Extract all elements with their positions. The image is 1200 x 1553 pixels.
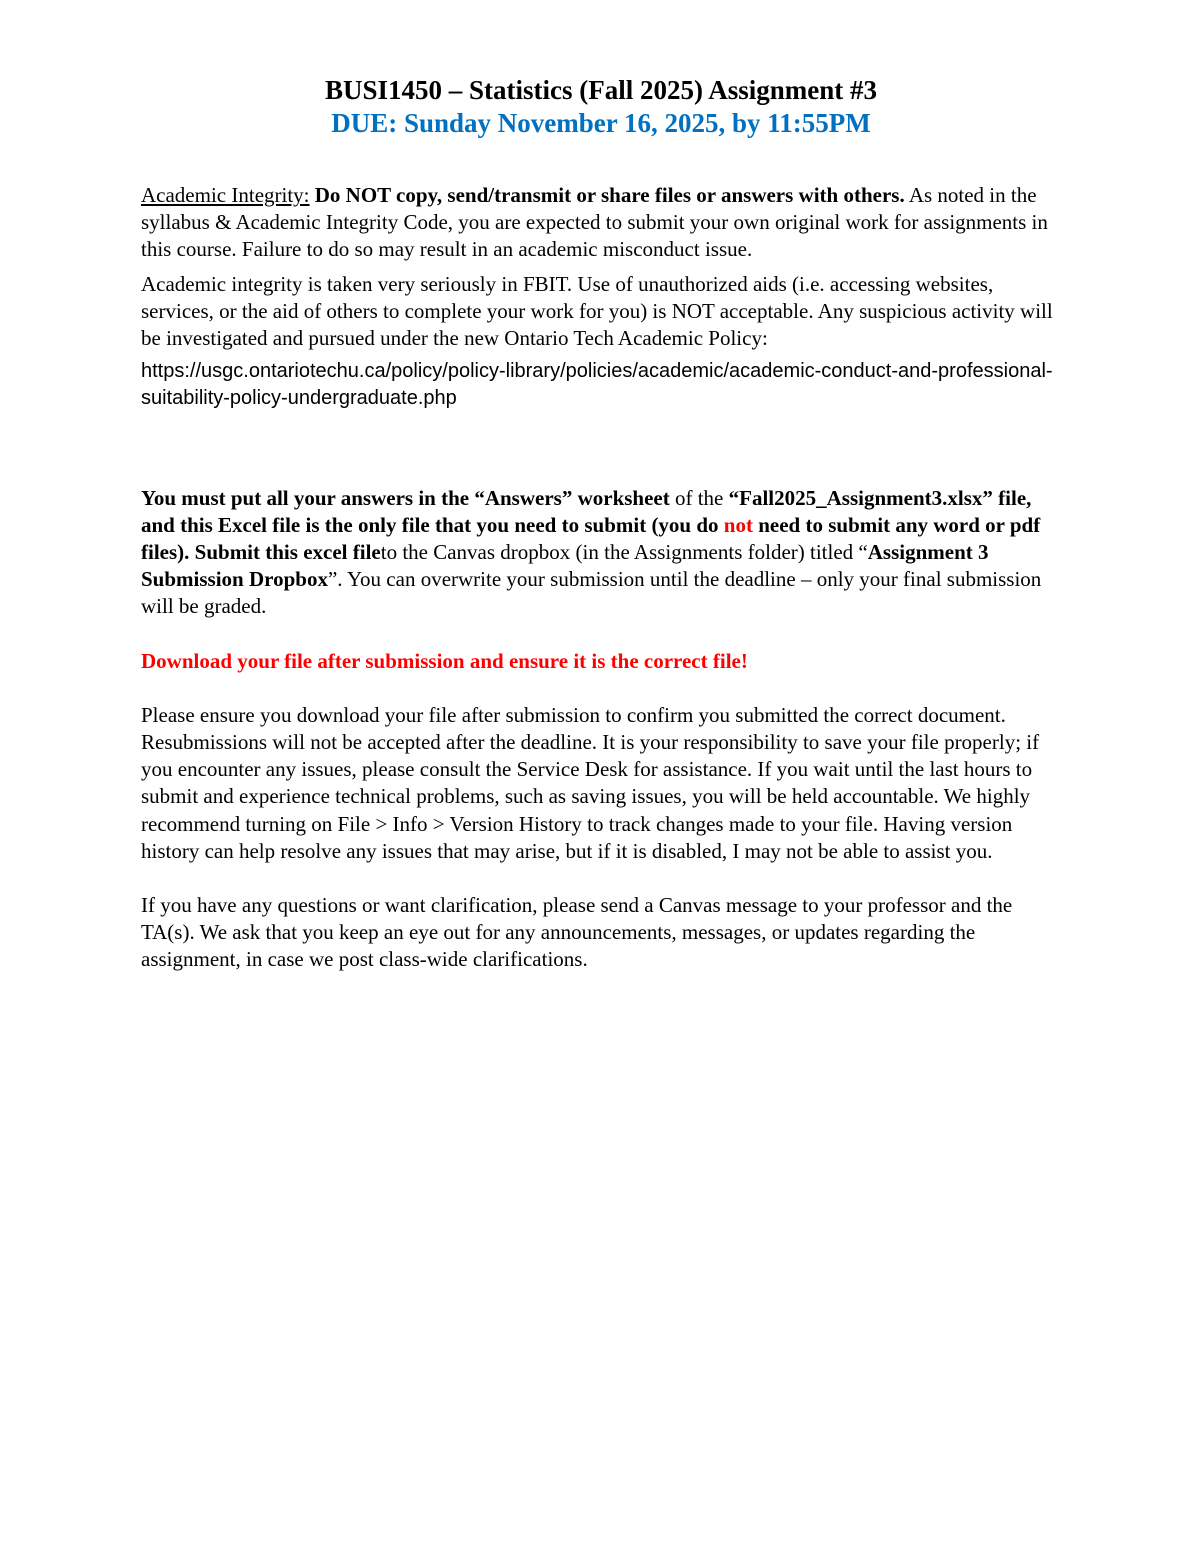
- questions-paragraph: If you have any questions or want clarification, please send a Canvas message to your professor and the TA(s). We ask that you keep an eye out for any announcements, messages, or updates regarding the assignment, in case we post class-wide clarifications.: [141, 893, 1013, 972]
- submission-overwrite-text: ”. You can overwrite your submission until the deadline – only your final submission will be graded.: [141, 567, 1042, 619]
- academic-integrity-label: Academic Integrity:: [141, 183, 310, 207]
- download-ensure-paragraph: Please ensure you download your file after submission to confirm you submitted the correct document. Resubmissions will not be accepted after the deadline. It is your responsibility to save your file properly; if you encounter any issues, please consult the Service Desk for assistance. If you wait until the last hours to submit and experience technical problems, such as saving issues, you will be held accountable. We highly recommend turning on File > Info > Version History to track changes made to your file. Having version history can help resolve any issues that may arise, but if it is disabled, I may not be able to assist you.: [141, 702, 1040, 863]
- submission-dropbox-name: Assignment 3 Submission Dropbox: [141, 540, 989, 592]
- due-date: DUE: Sunday November 16, 2025, by 11:55PM: [331, 108, 871, 138]
- submission-only-file: file, and this Excel file is the only file that you need to submit (you do: [141, 485, 1032, 537]
- academic-integrity-warning: Do NOT copy, send/transmit or share files or answers with others.: [314, 183, 905, 207]
- academic-integrity-paragraph-2: Academic integrity is taken very seriously in FBIT. Use of unauthorized aids (i.e. accessing websites, services, or the aid of others to complete your work for you) is NOT acceptable. Any suspicious activity will be investigated and pursued under the new Ontario Tech Academic Policy:: [141, 271, 1053, 351]
- assignment-title: BUSI1450 – Statistics (Fall 2025) Assignment #3: [324, 75, 878, 105]
- download-warning: Download your file after submission and ensure it is the correct file!: [141, 648, 748, 673]
- document-content: [141, 75, 1061, 974]
- submission-not-emphasis: not: [723, 512, 753, 537]
- academic-integrity-text: As noted in the syllabus & Academic Integrity Code, you are expected to submit your own original work for assignments in this course. Failure to do so may result in an academic misconduct issue.: [141, 183, 1048, 262]
- policy-url[interactable]: https://usgc.ontariotechu.ca/policy/policy-library/policies/academic/academic-conduct-and-professional-suitability-policy-undergraduate.php: [141, 360, 1053, 410]
- submission-answers-worksheet: You must put all your answers in the “Answers” worksheet: [141, 485, 670, 510]
- submission-no-word-pdf: need to submit any word or pdf files).: [141, 512, 1041, 565]
- submission-submit-excel: Submit this excel file: [194, 540, 381, 565]
- submission-canvas-dropbox: to the Canvas dropbox (in the Assignments folder) titled “: [380, 540, 868, 565]
- submission-text-of-the: of the: [674, 485, 724, 510]
- submission-filename: “Fall2025_Assignment3.xlsx”: [728, 485, 993, 510]
- submission-instructions: [141, 485, 1061, 621]
- academic-integrity-paragraph: [141, 182, 1061, 264]
